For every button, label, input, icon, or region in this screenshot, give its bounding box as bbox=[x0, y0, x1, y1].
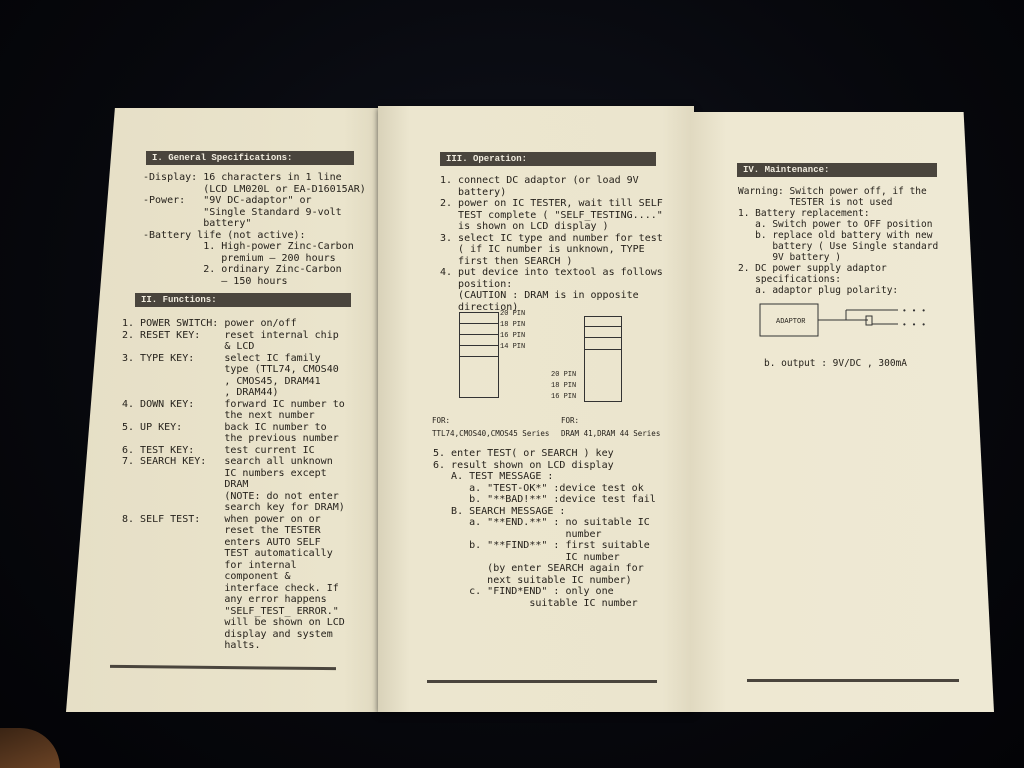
table-edge bbox=[0, 728, 60, 768]
chip-diagram-ttl-cmos bbox=[459, 312, 499, 398]
pin-label: 20 PIN bbox=[551, 371, 577, 379]
section-heading-operation: III. Operation: bbox=[440, 152, 656, 166]
footer-rule-right bbox=[747, 679, 959, 682]
operation-steps-text: 1. connect DC adaptor (or load 9V battery) 2. power on IC TESTER, wait till SELF TEST complete ( "SELF_TESTING...." is shown on LCD display ) 3. select IC type and number for test ( if IC number is unknown, TYPE first then SEARCH ) 4. put device into textool as follows position: (CAUTION : DRAM is in opposite direction) bbox=[440, 175, 663, 313]
adaptor-label: ADAPTOR bbox=[776, 318, 806, 326]
functions-text: 1. POWER SWITCH: power on/off 2. RESET KEY: reset internal chip & LCD 3. TYPE KEY: select IC family type (TTL74, CMOS40 , CMOS45, DRAM41 , DRAM44) 4. DOWN KEY: forward IC number to the next number 5. UP KEY: back IC number to the previous number 6. TEST KEY: test current IC 7. SEARCH KEY: search all unknown IC numbers except DRAM (NOTE: do not enter search key for DRAM) 8. SELF TEST: when power on or reset the TESTER enters AUTO SELF TEST automatically for internal component & interface check. If any error happens "SELF_TEST_ ERROR." will be shown on LCD display and system halts. bbox=[122, 318, 345, 651]
section-heading-general-specifications: I. General Specifications: bbox=[146, 151, 354, 165]
pin-label: 18 PIN bbox=[551, 382, 577, 390]
output-spec-text: b. output : 9V/DC , 300mA bbox=[764, 358, 907, 369]
section-heading-maintenance: IV. Maintenance: bbox=[737, 163, 937, 177]
svg-text:• • •: • • • bbox=[902, 321, 927, 330]
pin-label: 16 PIN bbox=[551, 393, 577, 401]
pin-label: 14 PIN bbox=[500, 343, 526, 351]
result-steps-text: 5. enter TEST( or SEARCH ) key 6. result shown on LCD display A. TEST MESSAGE : a. "TEST-OK*" :device test ok b. "**BAD!**" :device test fail B. SEARCH MESSAGE : a. "**END.**" : no suitable IC number b. "**FIND**" : first suitable IC number (by enter SEARCH again for next suitable IC number) c. "FIND*END" : only one suitable IC number bbox=[433, 448, 656, 609]
svg-text:• • •: • • • bbox=[902, 307, 927, 316]
diagram-caption-ttl-cmos: FOR: TTL74,CMOS40,CMOS45 Series bbox=[432, 416, 550, 438]
diagram-caption-dram: FOR: DRAM 41,DRAM 44 Series bbox=[561, 416, 661, 438]
general-specifications-text: -Display: 16 characters in 1 line (LCD LM020L or EA-D16015AR) -Power: "9V DC-adaptor" or "Single Standard 9-volt battery" -Battery life (not active): 1. High-power Zinc-Carbon premium — 200 hours 2. ordinary Zinc-Carbon — 150 hours bbox=[143, 172, 366, 287]
chip-diagram-dram bbox=[584, 316, 622, 402]
pin-label: 20 PIN bbox=[500, 310, 526, 318]
section-heading-functions: II. Functions: bbox=[135, 293, 351, 307]
footer-rule-middle bbox=[427, 680, 657, 683]
pin-label: 16 PIN bbox=[500, 332, 526, 340]
pin-label: 18 PIN bbox=[500, 321, 526, 329]
maintenance-text: Warning: Switch power off, if the TESTER is not used 1. Battery replacement: a. Switch power to OFF position b. replace old battery with new battery ( Use Single standard 9V battery ) 2. DC power supply adaptor specifications: a. adaptor plug polarity: bbox=[738, 186, 939, 296]
